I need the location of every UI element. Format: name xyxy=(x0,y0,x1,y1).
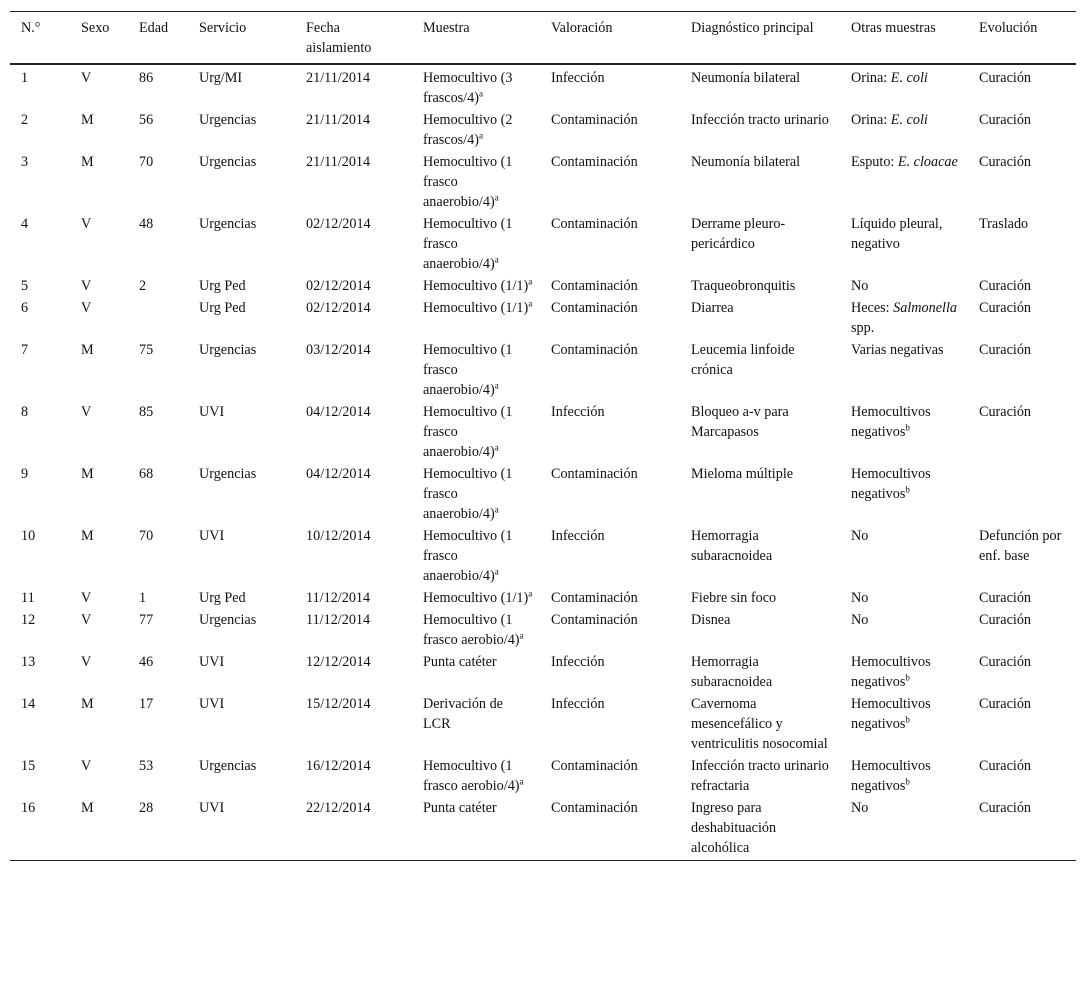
cell-n: 13 xyxy=(21,654,36,670)
cell-servicio: Urgencias xyxy=(199,112,257,128)
cell-valoracion: Contaminación xyxy=(551,612,638,628)
cell-evolucion: Curación xyxy=(979,612,1032,628)
cell-evolucion: Curación xyxy=(979,404,1032,420)
cell-valoracion: Contaminación xyxy=(551,300,638,316)
cell-edad: 46 xyxy=(139,654,154,670)
cell-otras-muestras xyxy=(840,64,968,110)
cell-sexo: M xyxy=(81,112,94,128)
cell-otras-muestras xyxy=(840,402,968,464)
cell-fecha: 11/12/2014 xyxy=(306,612,371,628)
cell-evolucion: Curación xyxy=(979,342,1032,358)
cell-otras-muestras xyxy=(840,588,968,610)
cell-sexo: V xyxy=(81,590,92,606)
cell-evolucion: Curación xyxy=(979,654,1032,670)
cell-diagnostico: Infección tracto urinario xyxy=(691,112,829,128)
table-row xyxy=(10,798,1076,861)
cell-n: 3 xyxy=(21,154,29,170)
table-row xyxy=(10,402,1076,464)
cell-fecha: 21/11/2014 xyxy=(306,70,371,86)
cell-otras-muestras xyxy=(840,798,968,861)
muestra-text: Hemocultivo (1 frasco anaerobio/4) xyxy=(423,342,513,398)
cell-diagnostico: Neumonía bilateral xyxy=(691,154,801,170)
organism-name: E. coli xyxy=(890,112,928,128)
cell-diagnostico: Derrame pleuro-pericárdico xyxy=(691,216,786,252)
cell-servicio: UVI xyxy=(199,404,225,420)
table-body xyxy=(10,64,1076,861)
cell-otras-muestras xyxy=(840,756,968,798)
cell-evolucion: Curación xyxy=(979,154,1032,170)
cell-fecha: 03/12/2014 xyxy=(306,342,371,358)
cell-otras-muestras xyxy=(840,110,968,152)
table-container xyxy=(10,11,1076,861)
cell-sexo: M xyxy=(81,154,94,170)
cell-muestra xyxy=(412,610,540,652)
cell-muestra xyxy=(412,588,540,610)
cell-sexo: M xyxy=(81,466,94,482)
cell-otras-muestras xyxy=(840,526,968,588)
table-row xyxy=(10,756,1076,798)
cell-servicio: Urg Ped xyxy=(199,590,246,606)
cell-servicio: Urgencias xyxy=(199,466,257,482)
muestra-text: Hemocultivo (1 frasco anaerobio/4) xyxy=(423,466,513,522)
muestra-text: Hemocultivo (1 frasco anaerobio/4) xyxy=(423,216,513,272)
otras-text: Heces: xyxy=(851,300,894,316)
cell-servicio: Urgencias xyxy=(199,612,257,628)
cell-muestra xyxy=(412,152,540,214)
cell-muestra xyxy=(412,298,540,340)
cell-fecha: 21/11/2014 xyxy=(306,112,371,128)
header-servicio: Servicio xyxy=(199,20,247,36)
header-valoracion: Valoración xyxy=(551,20,613,36)
footnote-marker: a xyxy=(478,88,483,99)
table-row xyxy=(10,694,1076,756)
otras-text: Orina: xyxy=(851,112,891,128)
header-evolucion: Evolución xyxy=(979,20,1038,36)
cell-sexo: M xyxy=(81,800,94,816)
cell-valoracion: Contaminación xyxy=(551,466,638,482)
cell-diagnostico: Hemorragia subaracnoidea xyxy=(691,654,773,690)
otras-text: No xyxy=(851,612,869,628)
cell-fecha: 22/12/2014 xyxy=(306,800,371,816)
cell-edad: 86 xyxy=(139,70,154,86)
muestra-text: Hemocultivo (2 frascos/4) xyxy=(423,112,513,148)
table-row xyxy=(10,464,1076,526)
cell-edad: 70 xyxy=(139,154,154,170)
cell-n: 9 xyxy=(21,466,29,482)
footnote-marker: a xyxy=(494,566,499,577)
otras-text: Esputo: xyxy=(851,154,898,170)
cell-evolucion: Curación xyxy=(979,70,1032,86)
cell-n: 2 xyxy=(21,112,29,128)
cell-edad: 2 xyxy=(139,278,147,294)
cell-otras-muestras xyxy=(840,276,968,298)
footnote-marker: a xyxy=(494,192,499,203)
cell-otras-muestras xyxy=(840,214,968,276)
cell-otras-muestras xyxy=(840,694,968,756)
cell-n: 1 xyxy=(21,70,29,86)
cell-n: 6 xyxy=(21,300,29,316)
table-row xyxy=(10,298,1076,340)
cell-otras-muestras xyxy=(840,340,968,402)
cell-valoracion: Infección xyxy=(551,696,605,712)
cell-edad: 77 xyxy=(139,612,154,628)
otras-text: No xyxy=(851,590,869,606)
cell-fecha: 10/12/2014 xyxy=(306,528,371,544)
footnote-marker: a xyxy=(528,276,533,287)
cell-fecha: 02/12/2014 xyxy=(306,300,371,316)
cell-valoracion: Contaminación xyxy=(551,758,638,774)
cell-n: 15 xyxy=(21,758,36,774)
otras-text: Hemocultivos negativos xyxy=(851,404,931,440)
cases-table xyxy=(10,11,1076,861)
otras-text: Líquido pleural, negativo xyxy=(851,216,943,252)
cell-fecha: 21/11/2014 xyxy=(306,154,371,170)
footnote-marker: a xyxy=(494,380,499,391)
cell-diagnostico: Cavernoma mesencefálico y ventriculitis nosocomial xyxy=(691,696,828,752)
cell-edad: 28 xyxy=(139,800,154,816)
footnote-marker: b xyxy=(905,714,910,725)
cell-muestra xyxy=(412,340,540,402)
cell-muestra xyxy=(412,526,540,588)
cell-valoracion: Contaminación xyxy=(551,590,638,606)
cell-fecha: 02/12/2014 xyxy=(306,216,371,232)
cell-fecha: 02/12/2014 xyxy=(306,278,371,294)
cell-sexo: V xyxy=(81,70,92,86)
cell-edad: 70 xyxy=(139,528,154,544)
otras-text: Hemocultivos negativos xyxy=(851,654,931,690)
cell-n: 4 xyxy=(21,216,29,232)
cell-servicio: UVI xyxy=(199,800,225,816)
muestra-text: Hemocultivo (1 frasco aerobio/4) xyxy=(423,758,520,794)
cell-muestra xyxy=(412,464,540,526)
table-row xyxy=(10,652,1076,694)
cell-n: 8 xyxy=(21,404,29,420)
cell-servicio: Urg/MI xyxy=(199,70,243,86)
cell-servicio: UVI xyxy=(199,654,225,670)
cell-diagnostico: Leucemia linfoide crónica xyxy=(691,342,795,378)
cell-fecha: 12/12/2014 xyxy=(306,654,371,670)
cell-n: 14 xyxy=(21,696,36,712)
header-edad: Edad xyxy=(139,20,169,36)
cell-valoracion: Contaminación xyxy=(551,342,638,358)
cell-diagnostico: Bloqueo a-v para Marcapasos xyxy=(691,404,789,440)
cell-valoracion: Contaminación xyxy=(551,800,638,816)
muestra-text: Hemocultivo (1 frasco aerobio/4) xyxy=(423,612,520,648)
cell-servicio: Urg Ped xyxy=(199,300,246,316)
footnote-marker: b xyxy=(905,484,910,495)
cell-n: 10 xyxy=(21,528,36,544)
organism-name: E. cloacae xyxy=(897,154,958,170)
cell-sexo: M xyxy=(81,342,94,358)
cell-n: 5 xyxy=(21,278,29,294)
cell-muestra xyxy=(412,276,540,298)
cell-sexo: V xyxy=(81,278,92,294)
cell-otras-muestras xyxy=(840,652,968,694)
table-row xyxy=(10,152,1076,214)
otras-text: Hemocultivos negativos xyxy=(851,758,931,794)
otras-text: Varias negativas xyxy=(851,342,944,358)
cell-edad: 53 xyxy=(139,758,154,774)
cell-edad: 75 xyxy=(139,342,154,358)
cell-muestra xyxy=(412,694,540,756)
footnote-marker: a xyxy=(494,442,499,453)
header-otras-muestras: Otras muestras xyxy=(851,20,936,36)
otras-text: No xyxy=(851,800,869,816)
cell-servicio: Urg Ped xyxy=(199,278,246,294)
cell-diagnostico: Infección tracto urinario refractaria xyxy=(691,758,829,794)
footnote-marker: a xyxy=(519,776,524,787)
cell-muestra xyxy=(412,110,540,152)
cell-valoracion: Contaminación xyxy=(551,154,638,170)
cell-evolucion: Curación xyxy=(979,300,1032,316)
cell-sexo: V xyxy=(81,758,92,774)
muestra-text: Hemocultivo (1 frasco anaerobio/4) xyxy=(423,404,513,460)
cell-n: 12 xyxy=(21,612,36,628)
table-row xyxy=(10,110,1076,152)
cell-diagnostico: Ingreso para deshabituación alcohólica xyxy=(691,800,777,856)
footnote-marker: a xyxy=(494,504,499,515)
cell-valoracion: Infección xyxy=(551,528,605,544)
cell-evolucion: Curación xyxy=(979,800,1032,816)
cell-servicio: Urgencias xyxy=(199,216,257,232)
cell-fecha: 15/12/2014 xyxy=(306,696,371,712)
cell-n: 7 xyxy=(21,342,29,358)
cell-otras-muestras xyxy=(840,298,968,340)
table-row xyxy=(10,276,1076,298)
cell-sexo: M xyxy=(81,528,94,544)
cell-evolucion: Curación xyxy=(979,112,1032,128)
otras-text: No xyxy=(851,528,869,544)
cell-valoracion: Contaminación xyxy=(551,278,638,294)
cell-sexo: V xyxy=(81,300,92,316)
cell-valoracion: Infección xyxy=(551,70,605,86)
header-diagnostico: Diagnóstico principal xyxy=(691,20,814,36)
muestra-text: Hemocultivo (1/1) xyxy=(423,590,529,606)
muestra-text: Punta catéter xyxy=(423,800,497,816)
footnote-marker: a xyxy=(494,254,499,265)
cell-fecha: 04/12/2014 xyxy=(306,466,371,482)
cell-diagnostico: Neumonía bilateral xyxy=(691,70,801,86)
otras-text: No xyxy=(851,278,869,294)
cell-n: 11 xyxy=(21,590,35,606)
cell-edad xyxy=(128,298,188,340)
muestra-text: Hemocultivo (1/1) xyxy=(423,278,529,294)
cell-evolucion: Curación xyxy=(979,696,1032,712)
cell-fecha: 16/12/2014 xyxy=(306,758,371,774)
footnote-marker: b xyxy=(905,672,910,683)
cell-otras-muestras xyxy=(840,610,968,652)
header-sexo: Sexo xyxy=(81,20,110,36)
cell-servicio: UVI xyxy=(199,528,225,544)
otras-text: Hemocultivos negativos xyxy=(851,696,931,732)
cell-sexo: M xyxy=(81,696,94,712)
cell-fecha: 04/12/2014 xyxy=(306,404,371,420)
table-row xyxy=(10,588,1076,610)
cell-otras-muestras xyxy=(840,464,968,526)
otras-text: Orina: xyxy=(851,70,891,86)
organism-name: Salmonella xyxy=(893,300,957,316)
cell-valoracion: Infección xyxy=(551,404,605,420)
cell-sexo: V xyxy=(81,654,92,670)
footnote-marker: b xyxy=(905,776,910,787)
table-row xyxy=(10,214,1076,276)
cell-diagnostico: Traqueobronquitis xyxy=(691,278,796,294)
cell-muestra xyxy=(412,64,540,110)
cell-edad: 56 xyxy=(139,112,154,128)
cell-muestra xyxy=(412,402,540,464)
muestra-text: Hemocultivo (1 frasco anaerobio/4) xyxy=(423,154,513,210)
cell-servicio: Urgencias xyxy=(199,342,257,358)
cell-otras-muestras xyxy=(840,152,968,214)
cell-fecha: 11/12/2014 xyxy=(306,590,371,606)
cell-edad: 48 xyxy=(139,216,154,232)
cell-muestra xyxy=(412,756,540,798)
header-muestra: Muestra xyxy=(423,20,470,36)
cell-valoracion: Contaminación xyxy=(551,112,638,128)
cell-evolucion: Defunción por enf. base xyxy=(979,528,1062,564)
header-n: N.° xyxy=(21,20,41,36)
table-row xyxy=(10,610,1076,652)
footnote-marker: a xyxy=(478,130,483,141)
footnote-marker: a xyxy=(528,588,533,599)
cell-diagnostico: Mieloma múltiple xyxy=(691,466,794,482)
table-row xyxy=(10,340,1076,402)
cell-n: 16 xyxy=(21,800,36,816)
muestra-text: Hemocultivo (1/1) xyxy=(423,300,529,316)
muestra-text: Derivación de LCR xyxy=(423,696,503,732)
organism-name: E. coli xyxy=(890,70,928,86)
cell-diagnostico: Fiebre sin foco xyxy=(691,590,777,606)
cell-diagnostico: Hemorragia subaracnoidea xyxy=(691,528,773,564)
footnote-marker: a xyxy=(519,630,524,641)
footnote-marker: a xyxy=(528,298,533,309)
cell-evolucion: Traslado xyxy=(979,216,1029,232)
table-row xyxy=(10,526,1076,588)
otras-text: spp. xyxy=(851,320,875,336)
table-row xyxy=(10,64,1076,110)
muestra-text: Hemocultivo (3 frascos/4) xyxy=(423,70,513,106)
header-fecha: Fecha aislamiento xyxy=(306,20,372,56)
cell-valoracion: Infección xyxy=(551,654,605,670)
cell-muestra xyxy=(412,798,540,861)
cell-evolucion: Curación xyxy=(979,590,1032,606)
otras-text: Hemocultivos negativos xyxy=(851,466,931,502)
header-row xyxy=(10,12,1076,65)
cell-evolucion xyxy=(968,464,1076,526)
cell-muestra xyxy=(412,652,540,694)
cell-sexo: V xyxy=(81,612,92,628)
cell-edad: 1 xyxy=(139,590,147,606)
cell-edad: 85 xyxy=(139,404,154,420)
cell-servicio: Urgencias xyxy=(199,154,257,170)
cell-edad: 17 xyxy=(139,696,154,712)
cell-servicio: Urgencias xyxy=(199,758,257,774)
cell-sexo: V xyxy=(81,404,92,420)
muestra-text: Punta catéter xyxy=(423,654,497,670)
cell-valoracion: Contaminación xyxy=(551,216,638,232)
cell-evolucion: Curación xyxy=(979,278,1032,294)
cell-edad: 68 xyxy=(139,466,154,482)
cell-muestra xyxy=(412,214,540,276)
cell-servicio: UVI xyxy=(199,696,225,712)
muestra-text: Hemocultivo (1 frasco anaerobio/4) xyxy=(423,528,513,584)
cell-sexo: V xyxy=(81,216,92,232)
cell-diagnostico: Diarrea xyxy=(691,300,734,316)
footnote-marker: b xyxy=(905,422,910,433)
cell-diagnostico: Disnea xyxy=(691,612,731,628)
cell-evolucion: Curación xyxy=(979,758,1032,774)
